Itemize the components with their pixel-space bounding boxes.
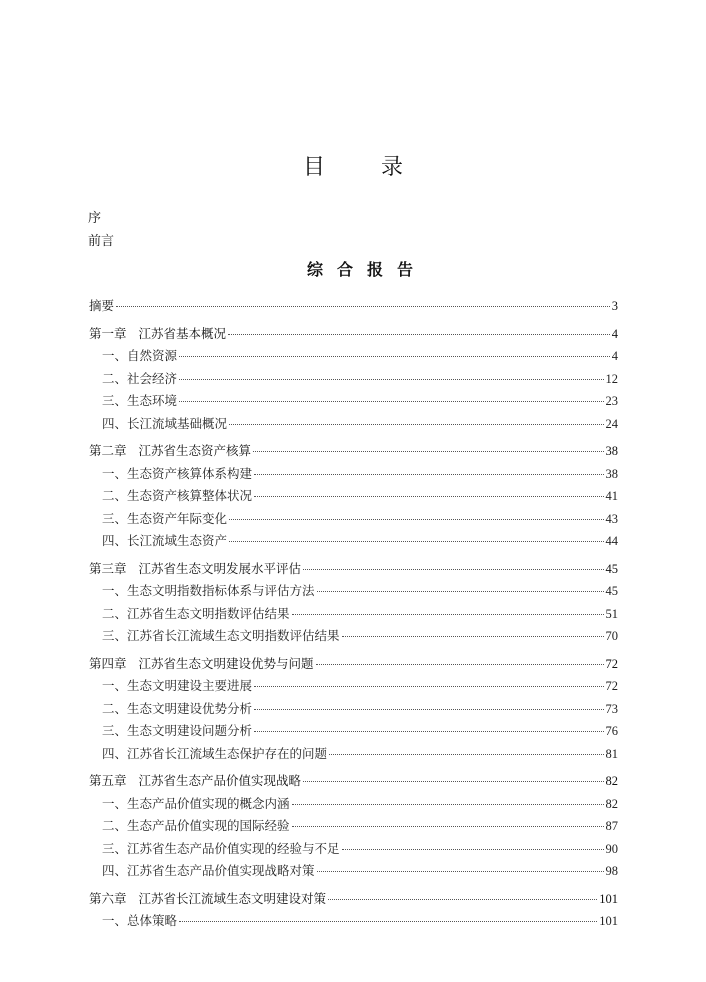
page-number: 98 xyxy=(605,864,618,878)
page-number: 51 xyxy=(605,606,618,621)
section-title: 四、长江流域基础概况 xyxy=(102,415,228,431)
leader-dots xyxy=(316,664,604,665)
toc-section[interactable] xyxy=(89,509,618,532)
page-number: 76 xyxy=(605,724,618,738)
page-number: 101 xyxy=(599,914,618,928)
leader-dots xyxy=(254,474,603,475)
page-number: 4 xyxy=(611,349,618,363)
leader-dots xyxy=(317,591,604,592)
section-heading: 综合报告 xyxy=(306,260,427,279)
page-number: 43 xyxy=(605,511,618,526)
page-title xyxy=(0,150,706,181)
section-title: 四、江苏省长江流域生态保护存在的问题 xyxy=(102,745,328,761)
leader-dots xyxy=(228,334,610,335)
page-number: 41 xyxy=(605,489,618,503)
section-title: 四、江苏省生态产品价值实现战略对策 xyxy=(102,863,315,878)
leader-dots xyxy=(303,569,603,570)
toc-section[interactable] xyxy=(89,604,618,627)
leader-dots xyxy=(329,754,603,755)
chapter-title: 江苏省生态产品价值实现战略 xyxy=(138,773,302,788)
toc-section[interactable] xyxy=(89,626,618,649)
page-number: 38 xyxy=(605,444,618,458)
leader-dots xyxy=(254,496,603,497)
leader-dots xyxy=(254,686,603,687)
leader-dots xyxy=(229,424,603,425)
table-of-contents xyxy=(89,296,618,934)
leader-dots xyxy=(254,709,603,710)
toc-section[interactable] xyxy=(89,531,618,554)
page-number: 90 xyxy=(605,841,618,856)
toc-entry-abstract[interactable] xyxy=(89,296,618,319)
leader-dots xyxy=(303,781,603,782)
section-title: 三、生态资产年际变化 xyxy=(102,510,228,526)
toc-section[interactable] xyxy=(89,581,618,604)
leader-dots xyxy=(229,541,603,542)
chapter-title: 江苏省生态文明建设优势与问题 xyxy=(138,655,314,671)
toc-section[interactable] xyxy=(89,414,618,437)
toc-section[interactable] xyxy=(89,369,618,392)
page-number: 24 xyxy=(605,416,618,431)
toc-section[interactable] xyxy=(89,794,618,817)
section-title: 三、江苏省长江流域生态文明指数评估结果 xyxy=(102,628,340,643)
toc-chapter-2[interactable] xyxy=(89,441,618,464)
leader-dots xyxy=(254,731,603,732)
toc-section[interactable] xyxy=(89,464,618,487)
page-title-char-2: 录 xyxy=(381,155,404,180)
section-title: 四、长江流域生态资产 xyxy=(102,533,228,548)
toc-chapter-1[interactable] xyxy=(89,324,618,347)
page-number: 23 xyxy=(605,394,618,408)
page-number: 101 xyxy=(599,891,618,906)
page-number: 45 xyxy=(605,584,618,598)
toc-section[interactable] xyxy=(89,676,618,699)
section-title: 一、生态文明指数指标体系与评估方法 xyxy=(102,583,315,598)
leader-dots xyxy=(179,401,603,402)
section-title: 二、社会经济 xyxy=(102,370,178,386)
page-number: 70 xyxy=(605,629,618,643)
chapter-number: 第六章 xyxy=(89,890,127,906)
leader-dots xyxy=(328,899,597,900)
leader-dots xyxy=(253,451,603,452)
toc-section[interactable] xyxy=(89,861,618,884)
section-title: 二、生态文明建设优势分析 xyxy=(102,700,253,716)
chapter-title: 江苏省生态资产核算 xyxy=(138,443,252,458)
section-title: 三、江苏省生态产品价值实现的经验与不足 xyxy=(102,840,340,856)
page-number: 3 xyxy=(611,299,618,313)
section-title: 一、总体策略 xyxy=(102,913,178,928)
leader-dots xyxy=(317,871,604,872)
leader-dots xyxy=(342,849,604,850)
page-title-char-1: 目 xyxy=(302,155,325,180)
chapter-title: 江苏省生态文明发展水平评估 xyxy=(138,560,302,576)
page-number: 45 xyxy=(605,561,618,576)
toc-section[interactable] xyxy=(89,911,618,934)
leader-dots xyxy=(229,519,603,520)
toc-chapter-6[interactable] xyxy=(89,889,618,912)
leader-dots xyxy=(116,306,610,307)
toc-section[interactable] xyxy=(89,839,618,862)
page-number: 87 xyxy=(605,819,618,833)
page-number: 82 xyxy=(605,774,618,788)
toc-section[interactable] xyxy=(89,699,618,722)
foreword-entry[interactable]: 前言 xyxy=(88,234,115,249)
toc-section[interactable] xyxy=(89,721,618,744)
page-number: 4 xyxy=(611,326,618,341)
toc-section[interactable] xyxy=(89,744,618,767)
section-title: 一、自然资源 xyxy=(102,348,178,363)
toc-chapter-5[interactable] xyxy=(89,771,618,794)
chapter-title: 江苏省长江流域生态文明建设对策 xyxy=(138,890,327,906)
preface-entry[interactable]: 序 xyxy=(88,211,102,226)
page-number: 82 xyxy=(605,796,618,811)
section-title: 三、生态文明建设问题分析 xyxy=(102,723,253,738)
page-number: 38 xyxy=(605,466,618,481)
toc-entry-label: 摘要 xyxy=(89,298,115,313)
page-number: 73 xyxy=(605,701,618,716)
toc-chapter-3[interactable] xyxy=(89,559,618,582)
chapter-number: 第三章 xyxy=(89,560,127,576)
section-title: 二、生态资产核算整体状况 xyxy=(102,488,253,503)
leader-dots xyxy=(342,636,604,637)
chapter-number: 第五章 xyxy=(89,773,127,788)
leader-dots xyxy=(179,379,603,380)
toc-section[interactable] xyxy=(89,486,618,509)
leader-dots xyxy=(292,826,604,827)
page-number: 81 xyxy=(605,746,618,761)
toc-section[interactable] xyxy=(89,816,618,839)
leader-dots xyxy=(292,614,604,615)
page-number: 12 xyxy=(605,371,618,386)
page-number: 72 xyxy=(605,656,618,671)
chapter-title: 江苏省基本概况 xyxy=(138,325,227,341)
page-number: 72 xyxy=(605,679,618,693)
leader-dots xyxy=(179,356,610,357)
toc-section[interactable] xyxy=(89,391,618,414)
leader-dots xyxy=(179,921,597,922)
leader-dots xyxy=(292,804,604,805)
page-number: 44 xyxy=(605,534,618,548)
section-title: 三、生态环境 xyxy=(102,393,178,408)
chapter-number: 第二章 xyxy=(89,443,127,458)
chapter-number: 第一章 xyxy=(89,325,127,341)
toc-chapter-4[interactable] xyxy=(89,654,618,677)
section-title: 一、生态产品价值实现的概念内涵 xyxy=(102,795,290,811)
chapter-number: 第四章 xyxy=(89,655,127,671)
section-title: 一、生态资产核算体系构建 xyxy=(102,465,253,481)
toc-section[interactable] xyxy=(89,346,618,369)
section-title: 二、生态产品价值实现的国际经验 xyxy=(102,818,290,833)
section-title: 二、江苏省生态文明指数评估结果 xyxy=(102,605,290,621)
section-title: 一、生态文明建设主要进展 xyxy=(102,678,253,693)
